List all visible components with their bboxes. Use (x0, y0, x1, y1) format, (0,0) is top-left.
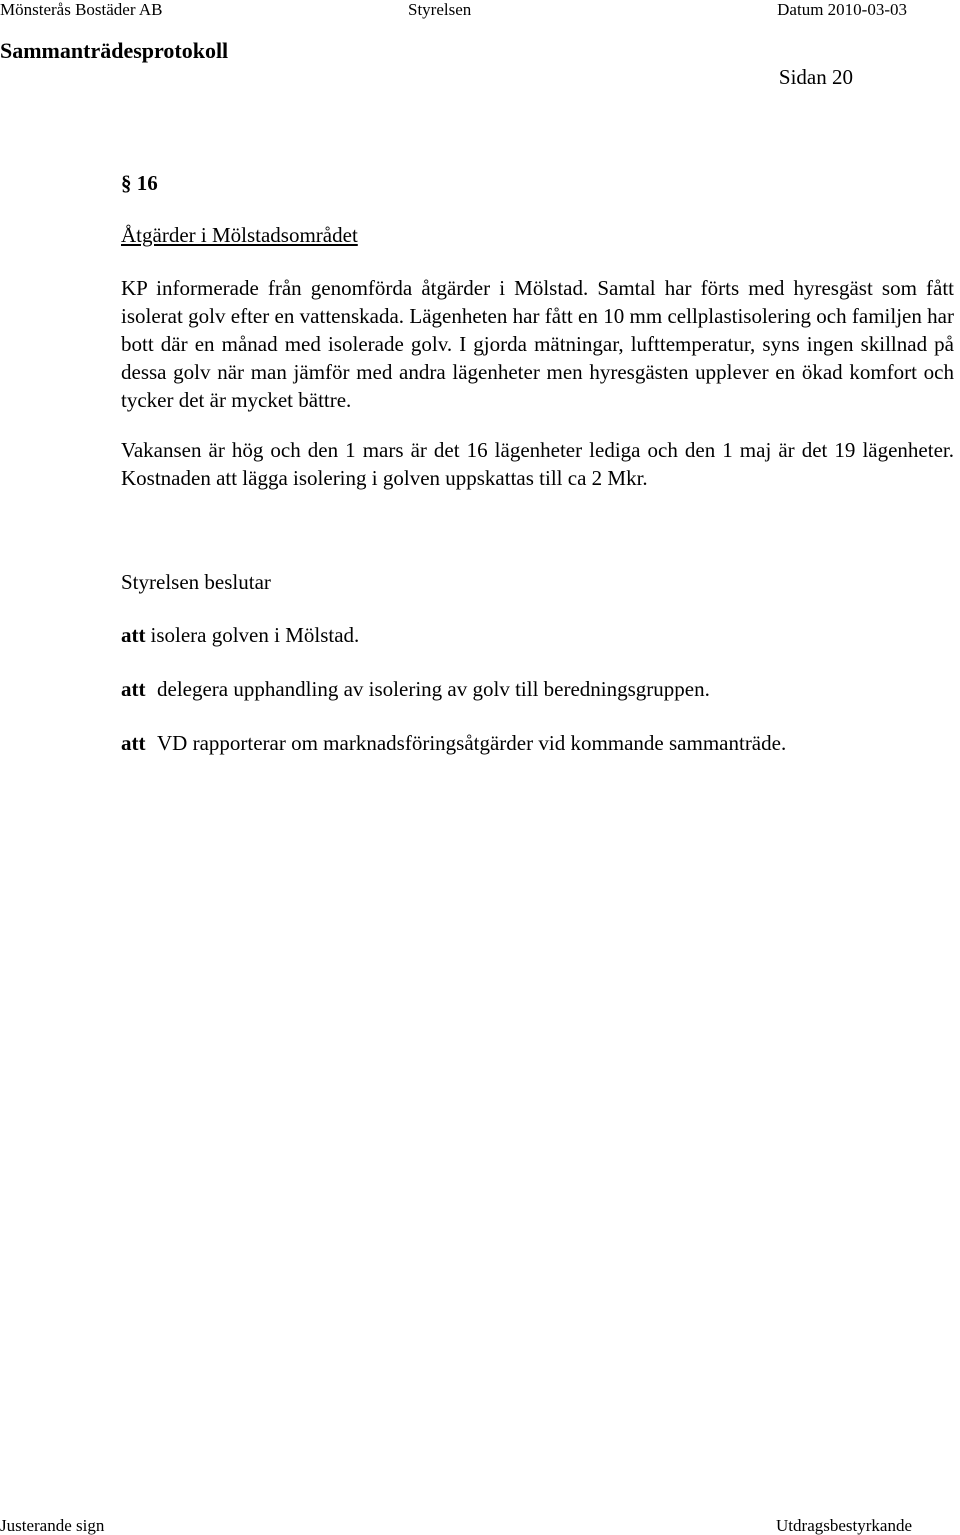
section-heading: Åtgärder i Mölstadsområdet (121, 223, 358, 247)
decision-text: isolera golven i Mölstad. (150, 623, 360, 647)
decision-text: VD rapporterar om marknadsföringsåtgärder vid kommande sammanträde. (157, 731, 787, 755)
decision-text: delegera upphandling av isolering av golv till beredningsgruppen. (157, 677, 710, 701)
decision-keyword: att (121, 731, 146, 755)
decision-keyword: att (121, 677, 146, 701)
header-date: Datum 2010-03-03 (777, 0, 907, 19)
footer-certification-label: Utdragsbestyrkande (776, 1516, 912, 1535)
decision-item (121, 730, 786, 756)
section-paragraph: KP informerade från genomförda åtgärder i Mölstad. Samtal har förts med hyresgäst som fått isolerat golv efter en vattenskada. Lägenheten har fått en 10 mm cellplastisolering och familjen har bott där en månad med isolerade golv. I gjorda mätningar, lufttemperatur, syns ingen skillnad på dessa golv när man jämför med andra lägenheter men hyresgästen upplever en ökad komfort och tycker det är mycket bättre. (121, 276, 954, 412)
decision-heading: Styrelsen beslutar (121, 570, 271, 594)
page-number: Sidan 20 (778, 65, 853, 89)
footer-signature-label: Justerande sign (0, 1516, 105, 1535)
decision-item (121, 676, 710, 702)
section-paragraph: Vakansen är hög och den 1 mars är det 16 lägenheter lediga och den 1 maj är det 19 lägenheter. Kostnaden att lägga isolering i golven uppskattas till ca 2 Mkr. (121, 438, 954, 490)
document-title: Sammanträdesprotokoll (0, 38, 229, 63)
section-number: § 16 (121, 171, 158, 195)
header-board: Styrelsen (408, 0, 472, 19)
decision-item (121, 622, 359, 648)
header-organization: Mönsterås Bostäder AB (0, 0, 163, 19)
decision-keyword: att (121, 623, 146, 647)
